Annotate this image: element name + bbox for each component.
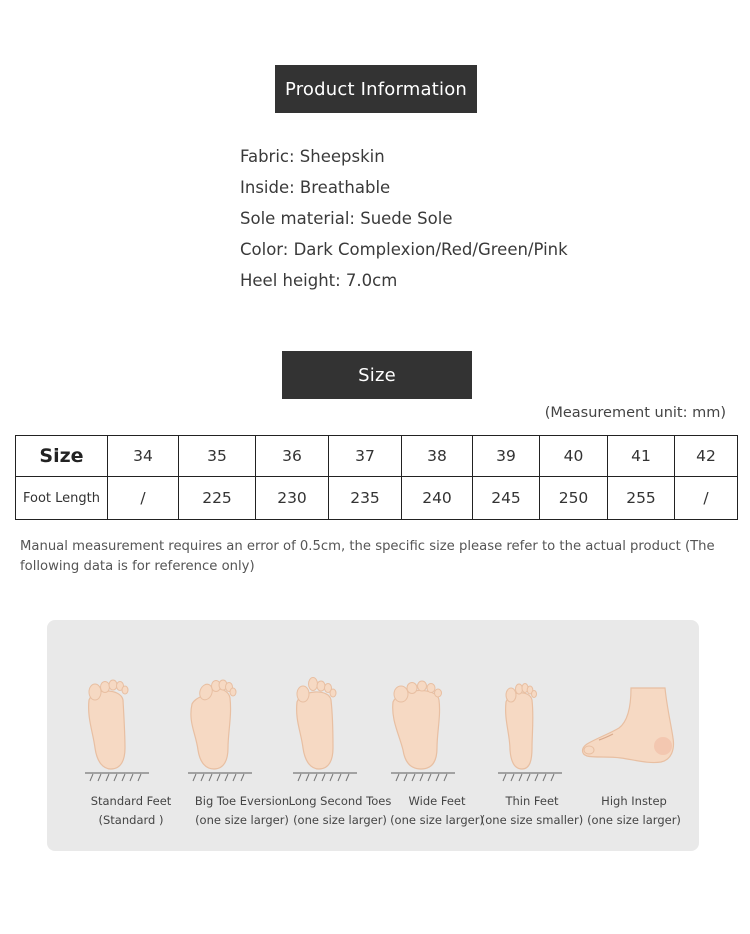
foot-length-cell: /: [108, 477, 179, 520]
foot-length-cell: /: [675, 477, 738, 520]
foot-type-name: Big Toe Eversion: [194, 794, 290, 808]
foot-length-cell: 245: [473, 477, 540, 520]
size-banner: [282, 351, 472, 399]
foot-length-cell: 240: [402, 477, 473, 520]
foot-type-advice: (one size larger): [195, 813, 289, 827]
foot-type-advice: (one size larger): [293, 813, 387, 827]
foot-length-cell: 255: [608, 477, 675, 520]
big-toe-eversion-foot-icon: [172, 668, 272, 783]
info-sole-material: Sole material: Suede Sole: [240, 209, 453, 228]
foot-type-name: Standard Feet: [90, 794, 172, 808]
foot-type-advice: (one size larger): [390, 813, 484, 827]
foot-type-name: Long Second Toes: [288, 794, 392, 808]
product-info-list: [240, 145, 568, 300]
foot-type-name: Wide Feet: [408, 794, 466, 808]
foot-length-cell: 250: [540, 477, 608, 520]
foot-length-cell: 225: [179, 477, 256, 520]
size-row-header: Size: [16, 436, 108, 477]
long-second-toe-foot-icon: [275, 668, 375, 783]
size-cell: 40: [540, 436, 608, 477]
foot-type-advice: (one size larger): [587, 813, 681, 827]
size-cell: 39: [473, 436, 540, 477]
foot-length-cell: 235: [329, 477, 402, 520]
info-color: Color: Dark Complexion/Red/Green/Pink: [240, 240, 568, 259]
size-cell: 34: [108, 436, 179, 477]
foot-type-panel: [47, 620, 699, 851]
foot-type-name: Thin Feet: [505, 794, 559, 808]
foot-length-cell: 230: [256, 477, 329, 520]
thin-foot-icon: [480, 668, 580, 783]
info-fabric: Fabric: Sheepskin: [240, 147, 385, 166]
size-title: Size: [358, 364, 396, 386]
info-heel-height: Heel height: 7.0cm: [240, 271, 398, 290]
foot-type-advice: (one size smaller): [480, 813, 584, 827]
foot-length-row: [16, 477, 738, 520]
size-row: [16, 436, 738, 477]
size-cell: 35: [179, 436, 256, 477]
foot-type-label: [544, 792, 724, 830]
foot-type-advice: (Standard ): [98, 813, 164, 827]
size-cell: 41: [608, 436, 675, 477]
foot-type-name: High Instep: [601, 794, 667, 808]
size-cell: 37: [329, 436, 402, 477]
product-information-banner: [275, 65, 477, 113]
size-table: [15, 435, 738, 520]
standard-foot-icon: [67, 668, 167, 783]
high-instep-foot-icon: [577, 668, 687, 783]
foot-length-row-header: Foot Length: [16, 477, 108, 520]
measurement-unit-note: (Measurement unit: mm): [544, 405, 726, 421]
size-cell: 36: [256, 436, 329, 477]
size-cell: 42: [675, 436, 738, 477]
size-cell: 38: [402, 436, 473, 477]
measurement-note: Manual measurement requires an error of 0.5cm, the specific size please refer to the actual product (The following data is for reference only): [20, 539, 715, 574]
wide-foot-icon: [377, 668, 477, 783]
product-information-title: Product Information: [284, 78, 468, 100]
info-inside: Inside: Breathable: [240, 178, 391, 197]
